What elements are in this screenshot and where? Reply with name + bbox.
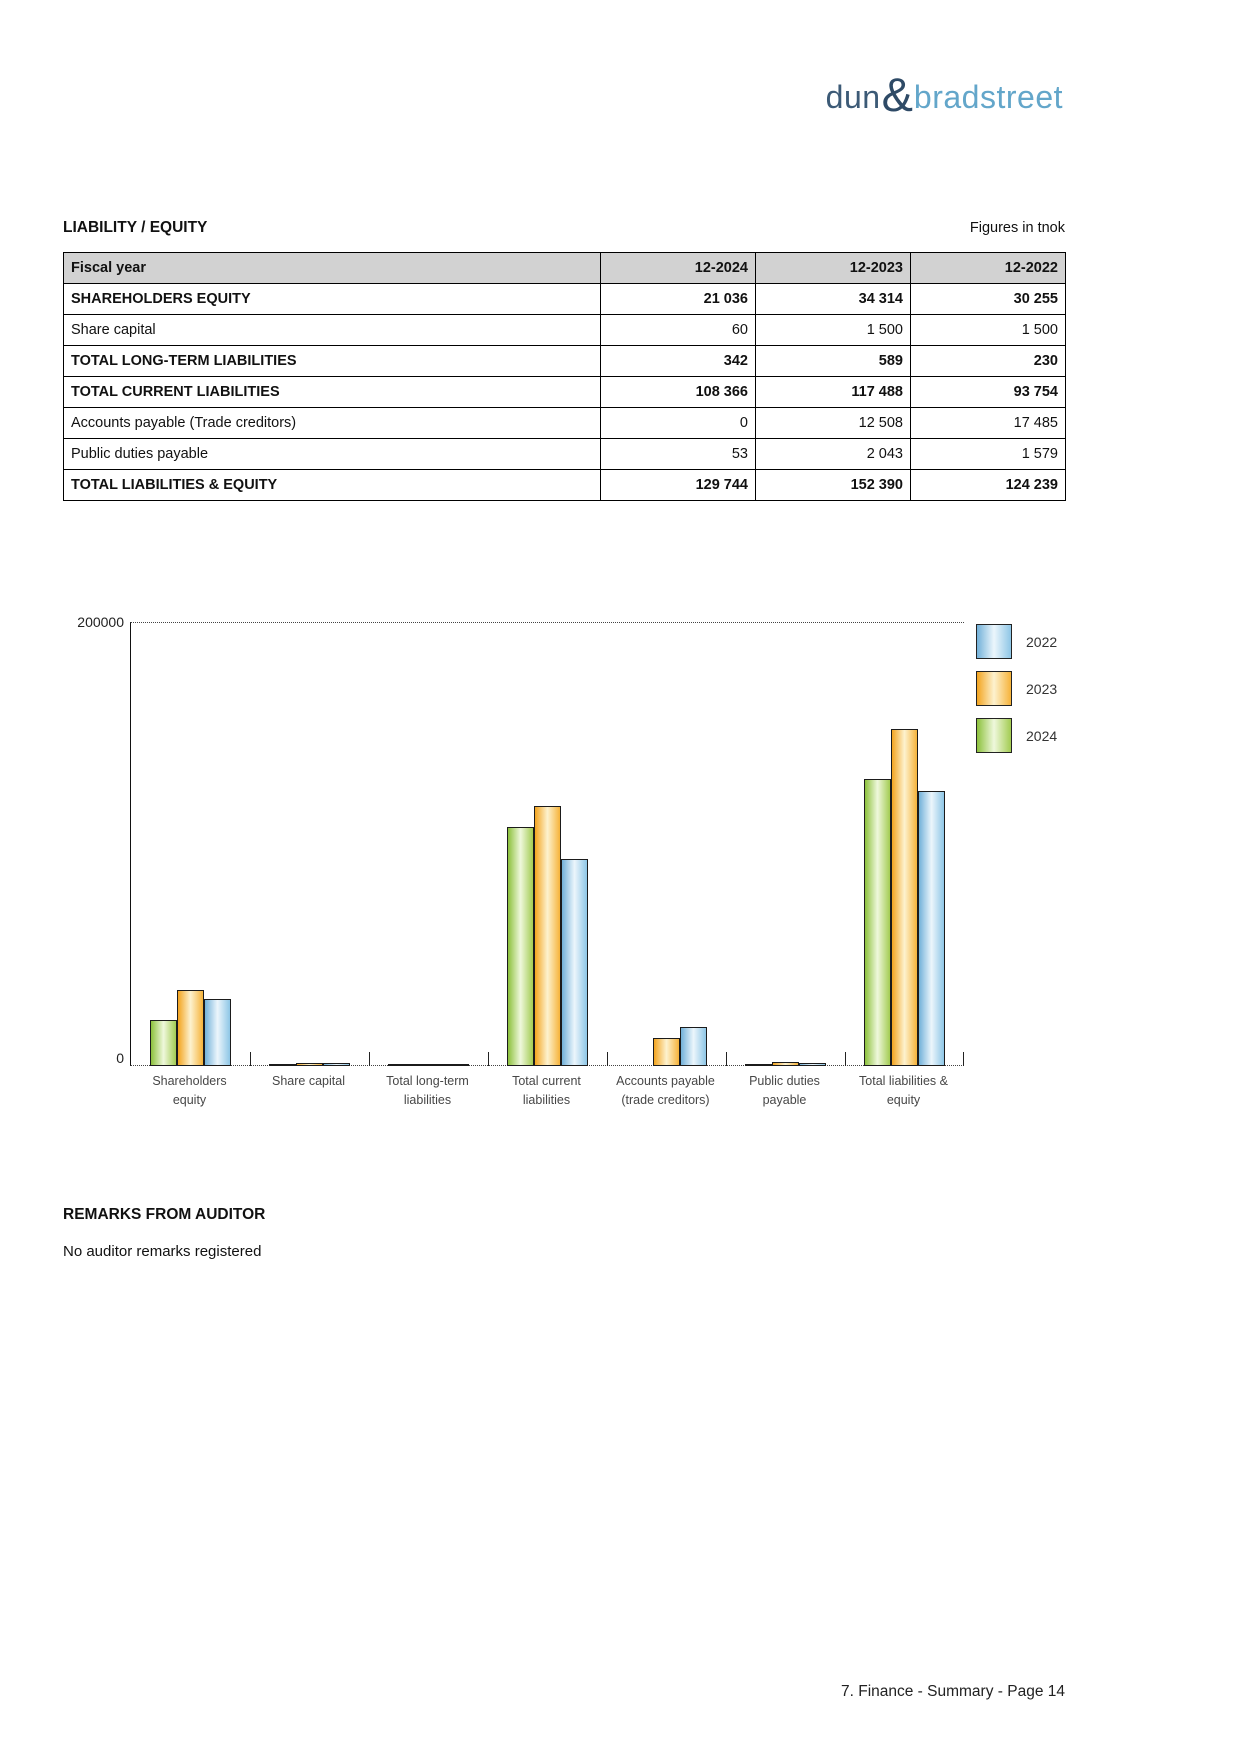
axis-tick <box>963 1052 964 1066</box>
column-header: 12-2022 <box>911 253 1066 284</box>
bar-group <box>845 623 964 1065</box>
row-value: 17 485 <box>911 408 1066 439</box>
bar-2023 <box>415 1064 442 1066</box>
table-body <box>64 284 1066 501</box>
bar-2023 <box>534 806 561 1066</box>
row-label: Public duties payable <box>64 439 601 470</box>
table-row <box>64 284 1066 315</box>
row-value: 342 <box>601 346 756 377</box>
category-labels <box>130 1072 963 1110</box>
bar-2022 <box>204 999 231 1066</box>
bar-group <box>250 623 369 1065</box>
bar-2022 <box>561 859 588 1066</box>
legend-swatch-2024 <box>976 718 1012 753</box>
bar-2024 <box>864 779 891 1066</box>
bar-2024 <box>745 1064 772 1066</box>
bar-2023 <box>653 1038 680 1066</box>
remarks-heading: REMARKS FROM AUDITOR <box>63 1206 266 1223</box>
row-label: TOTAL CURRENT LIABILITIES <box>64 377 601 408</box>
axis-tick <box>607 1052 608 1066</box>
column-header: 12-2024 <box>601 253 756 284</box>
row-value: 53 <box>601 439 756 470</box>
row-value: 117 488 <box>756 377 911 408</box>
row-value: 34 314 <box>756 284 911 315</box>
bar-2023 <box>772 1062 799 1067</box>
category-label: Accounts payable (trade creditors) <box>616 1074 715 1107</box>
bar-2024 <box>269 1064 296 1066</box>
liability-equity-chart <box>68 548 1073 1138</box>
table-row <box>64 377 1066 408</box>
bar-group <box>369 623 488 1065</box>
table-row <box>64 439 1066 470</box>
logo-ampersand-icon: & <box>881 68 913 121</box>
legend-label: 2022 <box>1026 633 1058 650</box>
logo-dun-text: dun <box>825 79 881 115</box>
logo-bradstreet-text: bradstreet <box>913 79 1063 115</box>
axis-tick <box>726 1052 727 1066</box>
bar-group <box>726 623 845 1065</box>
table-row <box>64 346 1066 377</box>
axis-tick <box>250 1052 251 1066</box>
dun-bradstreet-logo <box>826 64 1063 119</box>
table-header-row <box>64 253 1066 284</box>
bar-2022 <box>799 1063 826 1066</box>
row-value: 21 036 <box>601 284 756 315</box>
bar-group <box>607 623 726 1065</box>
category-label: Total liabilities & equity <box>859 1074 948 1107</box>
bar-2024 <box>150 1020 177 1066</box>
row-label: TOTAL LIABILITIES & EQUITY <box>64 470 601 501</box>
axis-tick <box>369 1052 370 1066</box>
category-label: Total long-term liabilities <box>386 1074 469 1107</box>
category-label: Total current liabilities <box>512 1074 581 1107</box>
column-header: 12-2023 <box>756 253 911 284</box>
legend-swatch-2023 <box>976 671 1012 706</box>
chart-legend <box>976 624 1057 765</box>
plot-area <box>130 622 964 1066</box>
row-value: 124 239 <box>911 470 1066 501</box>
row-value: 1 500 <box>756 315 911 346</box>
liability-equity-table <box>63 252 1066 501</box>
row-label: SHAREHOLDERS EQUITY <box>64 284 601 315</box>
bar-group <box>488 623 607 1065</box>
row-value: 60 <box>601 315 756 346</box>
row-value: 0 <box>601 408 756 439</box>
axis-tick <box>488 1052 489 1066</box>
legend-label: 2024 <box>1026 727 1058 744</box>
category-label: Share capital <box>272 1074 345 1088</box>
row-value: 1 579 <box>911 439 1066 470</box>
y-axis-max-label: 200000 <box>77 614 124 630</box>
row-value: 93 754 <box>911 377 1066 408</box>
column-header: Fiscal year <box>64 253 601 284</box>
row-value: 12 508 <box>756 408 911 439</box>
unit-note: Figures in tnok <box>969 220 1065 236</box>
legend-swatch-2022 <box>976 624 1012 659</box>
row-value: 129 744 <box>601 470 756 501</box>
legend-item <box>976 624 1057 659</box>
row-label: Accounts payable (Trade creditors) <box>64 408 601 439</box>
bar-2024 <box>507 827 534 1066</box>
row-label: TOTAL LONG-TERM LIABILITIES <box>64 346 601 377</box>
row-value: 108 366 <box>601 377 756 408</box>
bar-2022 <box>323 1063 350 1066</box>
y-axis-zero-label: 0 <box>116 1050 124 1066</box>
section-title: LIABILITY / EQUITY <box>63 219 208 236</box>
category-label: Public duties payable <box>749 1074 820 1107</box>
table-row <box>64 408 1066 439</box>
row-label: Share capital <box>64 315 601 346</box>
remarks-body: No auditor remarks registered <box>63 1243 262 1260</box>
legend-label: 2023 <box>1026 680 1058 697</box>
row-value: 589 <box>756 346 911 377</box>
row-value: 230 <box>911 346 1066 377</box>
page-footer: 7. Finance - Summary - Page 14 <box>841 1683 1065 1700</box>
legend-item <box>976 671 1057 706</box>
bar-2023 <box>296 1063 323 1066</box>
bar-2023 <box>177 990 204 1066</box>
row-value: 152 390 <box>756 470 911 501</box>
bar-2022 <box>918 791 945 1066</box>
bar-2024 <box>388 1064 415 1066</box>
legend-item <box>976 718 1057 753</box>
table-row <box>64 315 1066 346</box>
bar-2022 <box>442 1064 469 1066</box>
bar-2022 <box>680 1027 707 1066</box>
bar-group <box>131 623 250 1065</box>
category-label: Shareholders equity <box>152 1074 227 1107</box>
row-value: 2 043 <box>756 439 911 470</box>
row-value: 1 500 <box>911 315 1066 346</box>
section-header <box>63 219 1065 237</box>
bar-2023 <box>891 729 918 1066</box>
row-value: 30 255 <box>911 284 1066 315</box>
table-row <box>64 470 1066 501</box>
axis-tick <box>845 1052 846 1066</box>
